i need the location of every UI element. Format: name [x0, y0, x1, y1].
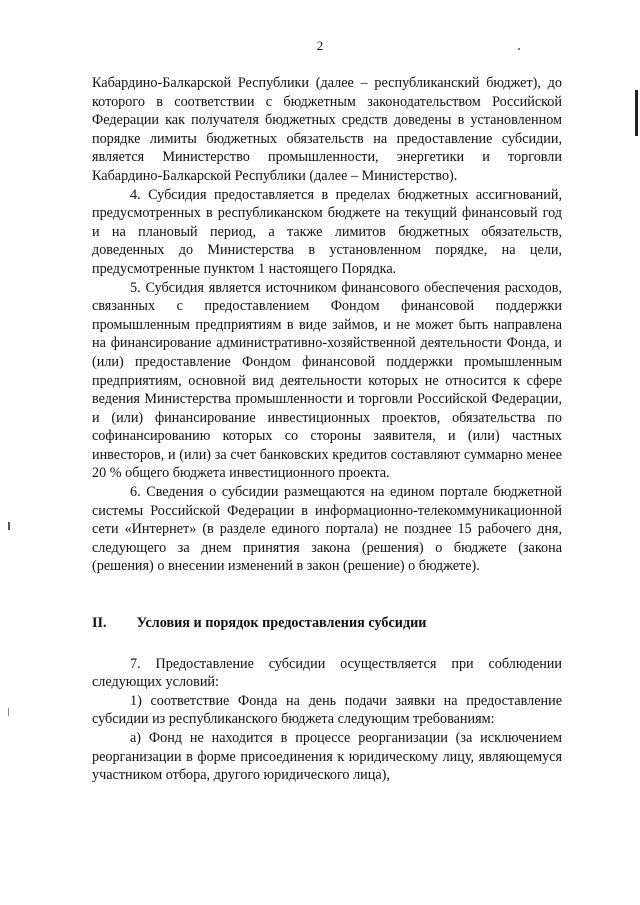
- scan-margin-tick: [8, 522, 10, 530]
- section-heading: [92, 614, 562, 633]
- paragraph-item-6: 6. Сведения о субсидии размещаются на едином портале бюджетной системы Российской Федерации в информационно-телекоммуникационной сети «Интернет» (в разделе единого портала) не позднее 15 рабочего дня, следующего за днем принятия закона (решения) о бюджете (закона (решения) о внесении изменений в закон (решение) о бюджете).: [92, 484, 562, 575]
- paragraph-subitem-1: 1) соответствие Фонда на день подачи заявки на предоставление субсидии из республиканского бюджета следующим требованиям:: [92, 692, 562, 728]
- paragraph-subitem-a: а) Фонд не находится в процессе реорганизации (за исключением реорганизации в форме присоединения к юридическому лицу, являющемуся участником отбора, другого юридического лица),: [92, 730, 562, 784]
- paragraph-item-5: 5. Субсидия является источником финансового обеспечения расходов, связанных с предоставлением Фондом финансовой поддержки промышленным предприятиям в виде займов, и не может быть направлена на финансирование административно-хозяйственной деятельности Фонда, и (или) предоставление Фондом финансовой поддержки промышленным предприятиям, основной вид деятельности которых не относится к сфере ведения Министерства промышленности и торговли Российской Федерации, и (или) финансирование инвестиционных проектов, обязательства по софинансированию которых со стороны заявителя, и (или) частных инвесторов, и (или) за счет банковских кредитов составляют суммарно менее 20 % общего бюджета инвестиционного проекта.: [92, 279, 562, 482]
- section-number: II.: [92, 615, 107, 632]
- paragraph-continuation: Кабардино-Балкарской Республики (далее – республиканский бюджет), до которого в соответствии с бюджетным законодательством Российской Федерации как получателя бюджетных средств доведены в установленном порядке лимиты бюджетных обязательств на предоставление субсидии, является Министерство промышленности, энергетики и торговли Кабардино-Балкарской Республики (далее – Министерство).: [92, 75, 562, 184]
- page-number: 2: [316, 38, 324, 53]
- scan-dust-dot: [518, 48, 520, 50]
- paragraph-item-7: 7. Предоставление субсидии осуществляется при соблюдении следующих условий:: [92, 655, 562, 691]
- paragraph-item-4: 4. Субсидия предоставляется в пределах бюджетных ассигнований, предусмотренных в республиканском бюджете на текущий финансовый год и на плановый период, а также лимитов бюджетных обязательств, доведенных до Министерства в установленном порядке, на цели, предусмотренные пунктом 1 настоящего Порядка.: [92, 186, 562, 277]
- document-body: [92, 74, 562, 785]
- section-title: Условия и порядок предоставления субсидии: [136, 615, 427, 632]
- scan-edge-mark: [635, 90, 638, 136]
- scan-margin-tick: [8, 708, 9, 716]
